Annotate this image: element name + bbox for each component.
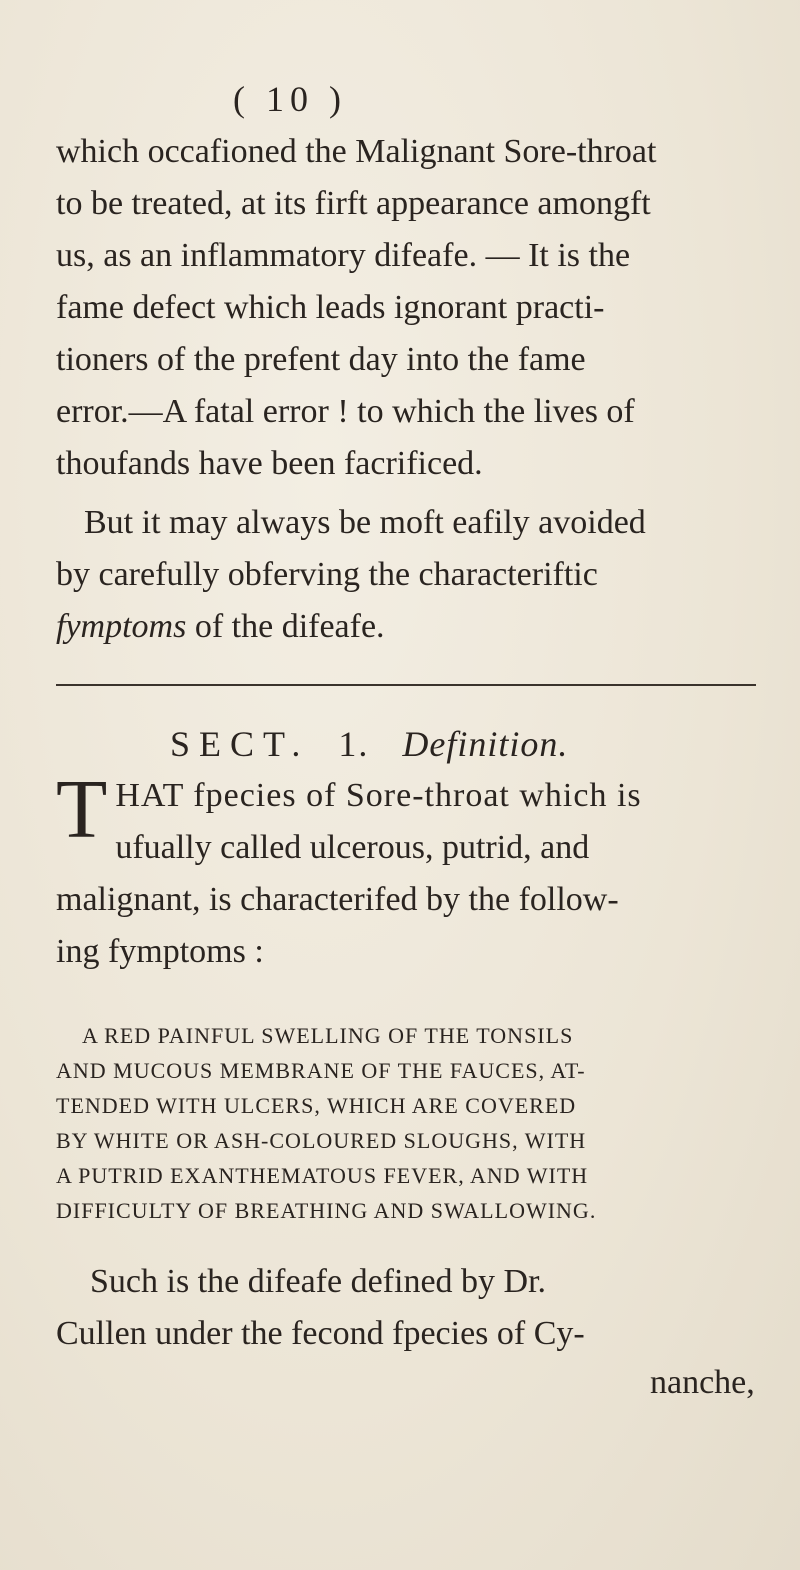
text-line: fame defect which leads ignorant practi- (56, 289, 605, 326)
definition-line: TENDED WITH ULCERS, WHICH ARE COVERED (56, 1093, 577, 1118)
page-number: ( 10 ) (233, 79, 347, 119)
text-line: HAT fpecies of Sore-throat which is (115, 777, 642, 814)
text-line (56, 601, 746, 653)
text-line: ufually called ulcerous, putrid, and (115, 829, 590, 866)
text-line: error.—A fatal error ! to which the lives of (56, 393, 635, 430)
section-number: 1. (338, 724, 370, 764)
paragraph-2 (56, 497, 746, 653)
section-label: SECT. (170, 724, 310, 764)
definition-line: AND MUCOUS MEMBRANE OF THE FAUCES, AT- (56, 1058, 586, 1083)
paragraph-1 (56, 126, 746, 490)
text-line: Cullen under the fecond fpecies of Cy- (56, 1315, 585, 1352)
italic-word: fymptoms (56, 608, 187, 645)
text-fragment: of the difeafe. (186, 608, 385, 645)
paragraph-3 (56, 763, 746, 978)
paragraph-4 (56, 1256, 746, 1360)
text-line: But it may always be moft eafily avoided (84, 504, 646, 541)
section-heading (170, 723, 568, 765)
text-line: malignant, is characterifed by the follow- (56, 881, 619, 918)
definition-line: A RED PAINFUL SWELLING OF THE TONSILS (82, 1023, 574, 1048)
drop-cap: T (56, 763, 108, 856)
text-line: by carefully obferving the characteriftic (56, 556, 598, 593)
section-title: Definition. (402, 724, 569, 764)
definition-line: BY WHITE OR ASH-COLOURED SLOUGHS, WITH (56, 1128, 587, 1153)
catchword: nanche, (650, 1364, 755, 1401)
text-line: Such is the difeafe defined by Dr. (90, 1263, 547, 1300)
definition-line: A PUTRID EXANTHEMATOUS FEVER, AND WITH (56, 1163, 589, 1188)
text-line: ing fymptoms : (56, 933, 264, 970)
text-line: to be treated, at its firft appearance amongft (56, 185, 651, 222)
text-line: which occafioned the Malignant Sore-throat (56, 133, 657, 170)
definition-line: DIFFICULTY OF BREATHING AND SWALLOWING. (56, 1198, 597, 1223)
text-line: us, as an inflammatory difeafe. — It is the (56, 237, 631, 274)
text-line: tioners of the prefent day into the fame (56, 341, 586, 378)
definition-block (56, 1018, 760, 1228)
text-line: thoufands have been facrificed. (56, 445, 483, 482)
section-divider (56, 684, 756, 686)
